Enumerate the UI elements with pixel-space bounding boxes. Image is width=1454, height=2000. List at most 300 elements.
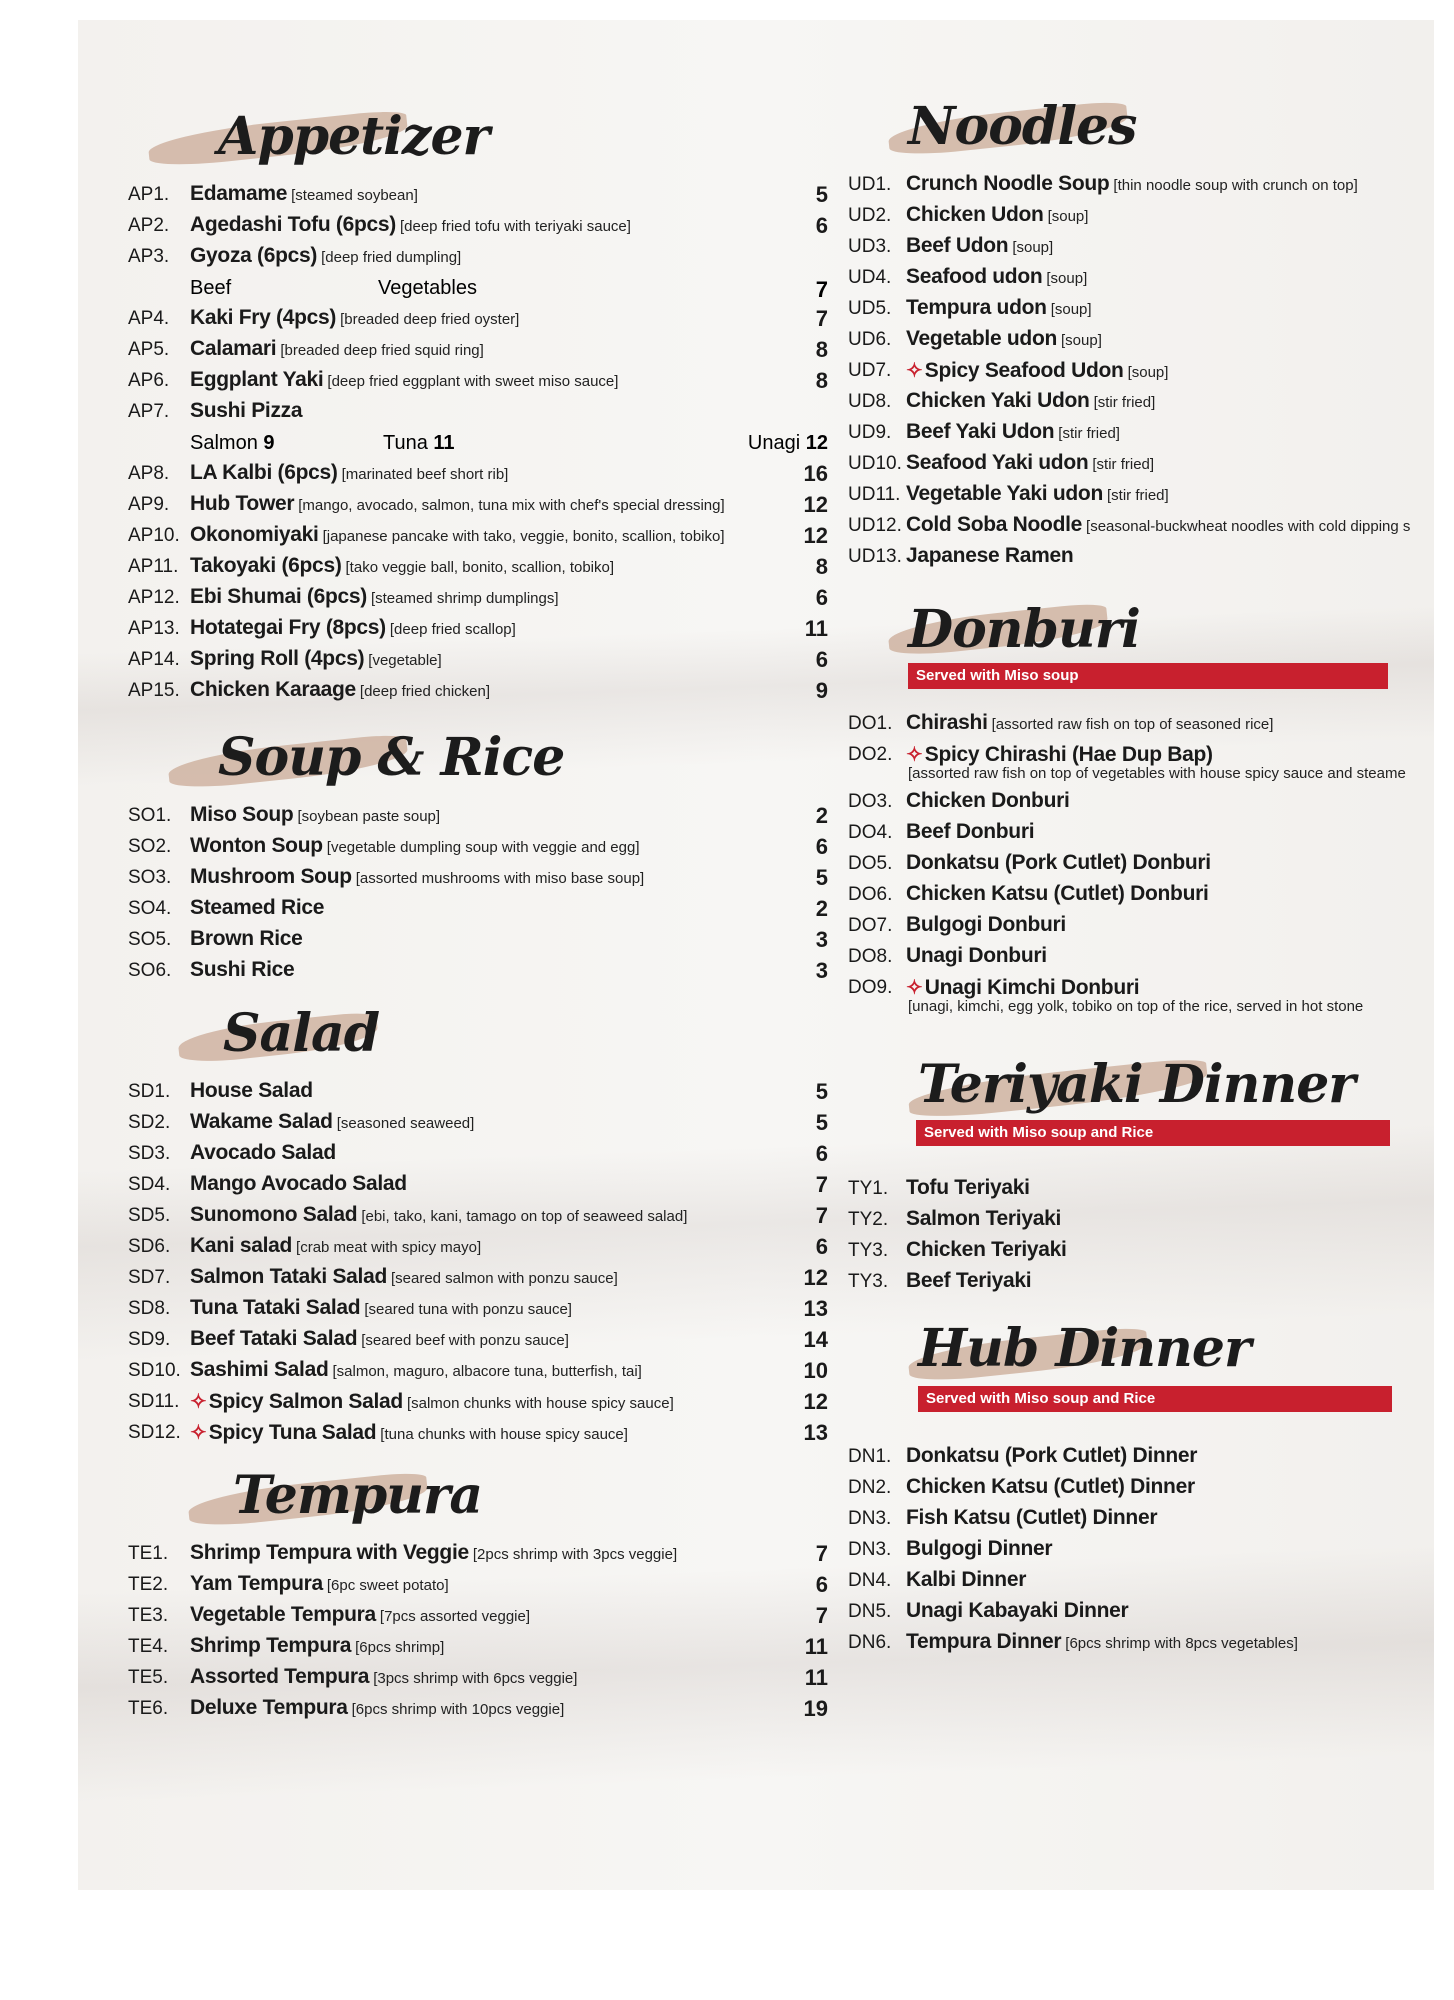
menu-item-row	[128, 490, 828, 521]
item-price: 3	[815, 927, 828, 952]
item-text	[906, 358, 1168, 383]
item-description: [seared tuna with ponzu sauce]	[364, 1301, 572, 1318]
menu-item-row	[128, 1201, 828, 1232]
item-price: 13	[803, 1420, 828, 1445]
menu-item-row	[848, 480, 1434, 511]
salad-title: Salad	[223, 1003, 380, 1064]
item-code: SD3.	[128, 1143, 171, 1164]
item-code: AP12.	[128, 587, 180, 608]
donburi-title: Donburi	[908, 599, 1140, 660]
gyoza-option-veg: Vegetables	[378, 277, 477, 299]
hub-header	[848, 1312, 1434, 1407]
item-text	[906, 1207, 1061, 1231]
item-code: TE3.	[128, 1605, 169, 1626]
menu-item-row	[848, 1473, 1434, 1504]
item-code: DO5.	[848, 853, 893, 874]
menu-item-row	[128, 211, 828, 242]
menu-item-row	[128, 397, 828, 428]
right-column	[848, 90, 1434, 1659]
item-code: TE5.	[128, 1667, 169, 1688]
item-code: SD11.	[128, 1391, 180, 1412]
item-code: UD5.	[848, 298, 892, 319]
item-code: DN5.	[848, 1601, 892, 1622]
item-text	[906, 820, 1034, 844]
donburi-banner: Served with Miso soup	[908, 663, 1388, 689]
item-name: Spicy Chirashi (Hae Dup Bap)	[924, 743, 1213, 766]
item-description: [soybean paste soup]	[297, 808, 441, 825]
item-text	[906, 789, 1070, 813]
item-text	[906, 1537, 1052, 1561]
item-name: Sashimi Salad	[190, 1358, 329, 1381]
item-name: Shrimp Tempura	[190, 1634, 352, 1657]
item-name: Shrimp Tempura with Veggie	[190, 1541, 469, 1564]
item-text	[906, 296, 1092, 320]
item-code: TY3.	[848, 1271, 889, 1292]
menu-item-row	[848, 1535, 1434, 1566]
item-name: Unagi Kabayaki Dinner	[906, 1599, 1129, 1622]
item-name: Bulgogi Donburi	[906, 913, 1066, 936]
item-price: 12	[803, 1265, 828, 1290]
item-text	[190, 1665, 577, 1689]
item-name: Chicken Udon	[906, 203, 1044, 226]
pizza-salmon: Salmon 9	[190, 432, 275, 454]
item-description: [assorted raw fish on top of vegetables with house spicy sauce and steame	[908, 765, 1406, 782]
item-text	[190, 1296, 572, 1320]
menu-item-row	[848, 263, 1434, 294]
item-name: Gyoza (6pcs)	[190, 244, 318, 267]
item-description: [vegetable]	[368, 652, 442, 669]
menu-item-row	[128, 832, 828, 863]
teriyaki-list	[848, 1174, 1434, 1298]
chili-pepper-icon: ✧	[190, 1391, 207, 1413]
item-code: DO9.	[848, 977, 893, 998]
item-description: [steamed soybean]	[291, 187, 418, 204]
item-name: Edamame	[190, 182, 288, 205]
item-name: Spring Roll (4pcs)	[190, 647, 365, 670]
item-name: Bulgogi Dinner	[906, 1537, 1053, 1560]
menu-item-row	[128, 521, 828, 552]
item-price: 13	[803, 1296, 828, 1321]
menu-item-row	[128, 1539, 828, 1570]
item-description: [salmon chunks with house spicy sauce]	[406, 1395, 674, 1412]
item-code: DO3.	[848, 791, 893, 812]
item-code: DO2.	[848, 744, 893, 765]
item-price: 7	[815, 1172, 828, 1197]
donburi-list	[848, 709, 1434, 1020]
item-price: 7	[815, 1603, 828, 1628]
menu-item-row	[848, 911, 1434, 942]
item-price: 7	[815, 1203, 828, 1228]
menu-item-row	[848, 1267, 1434, 1298]
item-text	[190, 585, 559, 609]
item-text	[190, 213, 631, 237]
item-code: SD6.	[128, 1236, 171, 1257]
menu-item-row	[848, 1174, 1434, 1205]
item-name: Beef Donburi	[906, 820, 1035, 843]
chili-pepper-icon: ✧	[190, 1422, 207, 1444]
item-name: Mango Avocado Salad	[190, 1172, 407, 1195]
item-name: Unagi Donburi	[906, 944, 1047, 967]
item-price: 6	[815, 1234, 828, 1259]
item-text	[906, 1506, 1157, 1530]
item-text	[190, 678, 490, 702]
item-description: [breaded deep fried squid ring]	[280, 342, 484, 359]
item-name: Beef Tataki Salad	[190, 1327, 358, 1350]
item-code: SO6.	[128, 960, 172, 981]
menu-item-row	[128, 583, 828, 614]
item-name: Tempura Dinner	[906, 1630, 1062, 1653]
item-description: [stir fried]	[1093, 394, 1156, 411]
item-text	[190, 1572, 449, 1596]
item-code: AP5.	[128, 339, 170, 360]
appetizer-header	[128, 100, 828, 180]
item-name: Assorted Tempura	[190, 1665, 370, 1688]
item-code: DO4.	[848, 822, 893, 843]
item-text	[906, 742, 1213, 767]
item-price: 2	[815, 896, 828, 921]
item-text	[906, 975, 1139, 1000]
item-code: AP8.	[128, 463, 170, 484]
item-text	[190, 1541, 677, 1565]
item-name: Kalbi Dinner	[906, 1568, 1027, 1591]
item-description: [7pcs assorted veggie]	[379, 1608, 531, 1625]
item-code: DO1.	[848, 713, 893, 734]
item-name: Chicken Yaki Udon	[906, 389, 1090, 412]
item-name: Deluxe Tempura	[190, 1696, 348, 1719]
menu-item-row	[848, 449, 1434, 480]
item-code: AP4.	[128, 308, 170, 329]
item-text	[906, 1568, 1026, 1592]
item-description: [vegetable dumpling soup with veggie and egg]	[326, 839, 640, 856]
item-code: SD10.	[128, 1360, 181, 1381]
item-code: UD3.	[848, 236, 892, 257]
menu-item-row	[128, 1232, 828, 1263]
item-name: Wonton Soup	[190, 834, 323, 857]
item-code: UD4.	[848, 267, 892, 288]
menu-item-row	[128, 645, 828, 676]
item-name: Chirashi	[906, 711, 988, 734]
item-text	[190, 244, 461, 268]
item-text	[906, 913, 1066, 937]
item-text	[906, 234, 1053, 258]
menu-item-row	[128, 1418, 828, 1449]
teriyaki-header	[848, 1048, 1434, 1141]
menu-item-row	[848, 818, 1434, 849]
item-description: [soup]	[1061, 332, 1102, 349]
menu-item-row	[848, 942, 1434, 973]
item-code: SD9.	[128, 1329, 171, 1350]
teriyaki-title: Teriyaki Dinner	[918, 1054, 1355, 1115]
item-text	[906, 420, 1120, 444]
item-description: [6pcs shrimp]	[355, 1639, 445, 1656]
noodles-title: Noodles	[908, 96, 1137, 157]
menu-item-row	[848, 1205, 1434, 1236]
item-code: UD13.	[848, 546, 902, 567]
item-name: Calamari	[190, 337, 277, 360]
menu-item-row	[128, 366, 828, 397]
hub-banner: Served with Miso soup and Rice	[918, 1386, 1392, 1412]
salad-list	[128, 1077, 828, 1449]
item-code: TY2.	[848, 1209, 889, 1230]
menu-item-row	[128, 1294, 828, 1325]
item-price: 7	[815, 306, 828, 331]
pizza-tuna: Tuna 11	[383, 432, 455, 454]
item-name: Chicken Katsu (Cutlet) Dinner	[906, 1475, 1195, 1498]
item-code: AP10.	[128, 525, 180, 546]
item-text	[906, 544, 1073, 568]
item-code: AP11.	[128, 556, 179, 577]
appetizer-list	[128, 180, 828, 707]
item-price: 6	[815, 834, 828, 859]
item-text	[906, 944, 1047, 968]
item-name: Miso Soup	[190, 803, 294, 826]
item-code: SO4.	[128, 898, 172, 919]
gyoza-option-beef: Beef	[190, 277, 232, 299]
item-name: Seafood udon	[906, 265, 1043, 288]
item-text	[190, 461, 508, 485]
item-name: Chicken Katsu (Cutlet) Donburi	[906, 882, 1209, 905]
menu-item-row	[848, 1597, 1434, 1628]
item-text	[906, 1269, 1031, 1293]
item-code: SO5.	[128, 929, 172, 950]
hub-title: Hub Dinner	[918, 1318, 1251, 1379]
menu-item-row	[128, 1663, 828, 1694]
item-description: [tako veggie ball, bonito, scallion, tobiko]	[345, 559, 615, 576]
item-code: UD9.	[848, 422, 892, 443]
menu-item-row	[128, 894, 828, 925]
menu-item-row	[128, 459, 828, 490]
item-code: AP2.	[128, 215, 170, 236]
item-description: [marinated beef short rib]	[341, 466, 509, 483]
menu-item-row	[848, 201, 1434, 232]
item-code: SD2.	[128, 1112, 171, 1133]
item-name: Chicken Donburi	[906, 789, 1070, 812]
item-code: UD10.	[848, 453, 902, 474]
item-code: AP1.	[128, 184, 170, 205]
item-code: UD11.	[848, 484, 901, 505]
item-code: DN6.	[848, 1632, 892, 1653]
chili-pepper-icon: ✧	[906, 977, 923, 999]
teriyaki-banner: Served with Miso soup and Rice	[916, 1120, 1390, 1146]
item-text	[190, 1358, 642, 1382]
item-text	[190, 1389, 674, 1414]
item-description: [seasoned seaweed]	[336, 1115, 475, 1132]
item-name: Kaki Fry (4pcs)	[190, 306, 337, 329]
item-code: TY3.	[848, 1240, 889, 1261]
item-price: 5	[815, 182, 828, 207]
item-price: 19	[803, 1696, 828, 1721]
item-text	[906, 451, 1154, 475]
item-code: SO1.	[128, 805, 172, 826]
item-price: 14	[803, 1327, 828, 1352]
item-description: [soup]	[1050, 301, 1092, 318]
appetizer-title: Appetizer	[218, 106, 489, 167]
item-price: 6	[815, 585, 828, 610]
menu-item-row	[848, 232, 1434, 263]
item-name: Tofu Teriyaki	[906, 1176, 1030, 1199]
item-name: Unagi Kimchi Donburi	[924, 976, 1140, 999]
item-text	[190, 1603, 530, 1627]
item-code: DN3.	[848, 1539, 892, 1560]
item-price: 8	[815, 554, 828, 579]
menu-item-row	[128, 1108, 828, 1139]
item-description: [deep fried scallop]	[389, 621, 516, 638]
item-description: [6pcs shrimp with 8pcs vegetables]	[1065, 1635, 1298, 1652]
item-name: Beef Yaki Udon	[906, 420, 1055, 443]
item-description: [soup]	[1047, 208, 1089, 225]
item-code: UD6.	[848, 329, 892, 350]
item-text	[906, 882, 1209, 906]
menu-item-row	[128, 956, 828, 987]
item-description: [stir fried]	[1058, 425, 1120, 442]
item-price: 6	[815, 647, 828, 672]
chili-pepper-icon: ✧	[906, 360, 923, 382]
item-name: Eggplant Yaki	[190, 368, 324, 391]
item-price: 6	[815, 1572, 828, 1597]
item-description: [ebi, tako, kani, tamago on top of seaweed salad]	[361, 1208, 688, 1225]
gyoza-price: 7	[815, 277, 828, 302]
menu-item-row	[128, 180, 828, 211]
menu-item-row	[848, 1236, 1434, 1267]
menu-item-row	[128, 335, 828, 366]
item-description: [3pcs shrimp with 6pcs veggie]	[373, 1670, 578, 1687]
menu-item-row	[848, 294, 1434, 325]
item-text	[906, 513, 1410, 537]
menu-item-row	[848, 849, 1434, 880]
item-code: SD4.	[128, 1174, 171, 1195]
item-description: [assorted mushrooms with miso base soup]	[355, 870, 645, 887]
item-text	[190, 492, 725, 516]
item-text	[906, 1176, 1030, 1200]
item-name: Wakame Salad	[190, 1110, 333, 1133]
item-text	[906, 1630, 1298, 1654]
item-code: TE4.	[128, 1636, 169, 1657]
item-name: Hub Tower	[190, 492, 295, 515]
menu-item-row	[128, 1632, 828, 1663]
item-description: [soup]	[1127, 364, 1169, 381]
item-price: 12	[803, 1389, 828, 1414]
item-name: Hotategai Fry (8pcs)	[190, 616, 386, 639]
pizza-options	[128, 428, 828, 459]
item-name: Salmon Tataki Salad	[190, 1265, 387, 1288]
item-text	[906, 851, 1211, 875]
item-text	[190, 1420, 628, 1445]
item-code: AP3.	[128, 246, 170, 267]
menu-item-row	[128, 863, 828, 894]
item-text	[906, 203, 1088, 227]
item-text	[190, 368, 618, 392]
menu-item-row	[848, 387, 1434, 418]
menu-item-row	[128, 1601, 828, 1632]
item-name: LA Kalbi (6pcs)	[190, 461, 338, 484]
item-price: 6	[815, 1141, 828, 1166]
soup-list	[128, 801, 828, 987]
item-name: Sushi Pizza	[190, 399, 303, 422]
menu-item-row	[128, 1356, 828, 1387]
item-code: SD12.	[128, 1422, 181, 1443]
item-name: Cold Soba Noodle	[906, 513, 1083, 536]
menu-item-row	[128, 676, 828, 707]
item-name: Brown Rice	[190, 927, 303, 950]
item-description: [deep fried eggplant with sweet miso sauce]	[327, 373, 619, 390]
item-code: UD7.	[848, 360, 892, 381]
item-name: Chicken Karaage	[190, 678, 356, 701]
item-code: AP14.	[128, 649, 180, 670]
item-price: 8	[815, 368, 828, 393]
item-code: SD8.	[128, 1298, 171, 1319]
item-code: DO8.	[848, 946, 893, 967]
item-description: [seared salmon with ponzu sauce]	[390, 1270, 618, 1287]
item-name: Fish Katsu (Cutlet) Dinner	[906, 1506, 1158, 1529]
item-description: [japanese pancake with tako, veggie, bonito, scallion, tobiko]	[322, 528, 725, 545]
item-code: AP6.	[128, 370, 170, 391]
menu-page	[78, 20, 1434, 1890]
item-name: Salmon Teriyaki	[906, 1207, 1062, 1230]
salad-header	[128, 997, 828, 1077]
item-name: Spicy Seafood Udon	[924, 359, 1124, 382]
item-description: [soup]	[1012, 239, 1054, 256]
noodles-list	[848, 170, 1434, 573]
item-text	[906, 172, 1358, 196]
item-name: Vegetable udon	[906, 327, 1057, 350]
item-name: Avocado Salad	[190, 1141, 336, 1164]
item-name: House Salad	[190, 1079, 313, 1102]
item-text	[190, 399, 302, 423]
item-name: Sunomono Salad	[190, 1203, 358, 1226]
item-name: Kani salad	[190, 1234, 293, 1257]
item-description: [deep fried chicken]	[359, 683, 490, 700]
item-text	[906, 1238, 1067, 1262]
item-text	[190, 306, 519, 330]
item-price: 9	[815, 678, 828, 703]
menu-item-row	[848, 170, 1434, 201]
menu-item-row	[128, 1694, 828, 1725]
item-text	[190, 182, 418, 206]
item-description: [thin noodle soup with crunch on top]	[1113, 177, 1358, 194]
menu-item-row	[128, 552, 828, 583]
menu-item-row	[128, 242, 828, 273]
item-description: [6pcs shrimp with 10pcs veggie]	[351, 1701, 565, 1718]
item-description: [2pcs shrimp with 3pcs veggie]	[472, 1546, 678, 1563]
tempura-title: Tempura	[233, 1465, 483, 1526]
item-name: Japanese Ramen	[906, 544, 1074, 567]
item-description: [assorted raw fish on top of seasoned rice]	[991, 716, 1274, 733]
item-code: TE1.	[128, 1543, 169, 1564]
item-name: Chicken Teriyaki	[906, 1238, 1067, 1261]
item-description: [deep fried dumpling]	[321, 249, 462, 266]
menu-item-row	[128, 801, 828, 832]
item-description: [breaded deep fried oyster]	[340, 311, 520, 328]
item-text	[190, 1634, 444, 1658]
item-description: [crab meat with spicy mayo]	[296, 1239, 482, 1256]
item-code: SO2.	[128, 836, 172, 857]
item-description: [seasonal-buckwheat noodles with cold dipping s	[1086, 518, 1411, 535]
item-description: [steamed shrimp dumplings]	[370, 590, 559, 607]
menu-item-row	[128, 1325, 828, 1356]
item-code: SO3.	[128, 867, 172, 888]
item-code: SD1.	[128, 1081, 171, 1102]
item-name: Vegetable Tempura	[190, 1603, 376, 1626]
item-name: Mushroom Soup	[190, 865, 352, 888]
item-price: 7	[815, 1541, 828, 1566]
item-code: SD5.	[128, 1205, 171, 1226]
item-name: Donkatsu (Pork Cutlet) Donburi	[906, 851, 1211, 874]
item-code: DO6.	[848, 884, 893, 905]
item-code: AP7.	[128, 401, 170, 422]
item-code: AP9.	[128, 494, 170, 515]
menu-item-row	[128, 1263, 828, 1294]
menu-item-row	[128, 1170, 828, 1201]
